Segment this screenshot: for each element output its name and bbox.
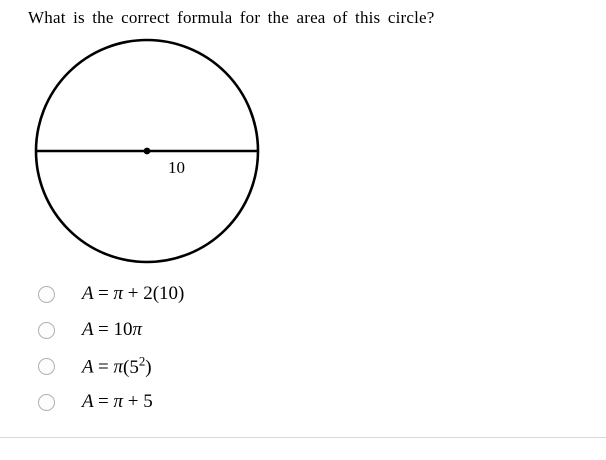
answer-options-list <box>30 278 570 422</box>
radio-button-d[interactable] <box>38 394 55 411</box>
option-label-a: A = π + 2(10) <box>82 283 185 304</box>
radio-button-a[interactable] <box>38 286 55 303</box>
bottom-divider <box>0 437 606 438</box>
option-label-c: $A = \pi(5^2)$ <box>82 353 152 378</box>
circle-diagram-svg <box>30 38 280 268</box>
option-label-b: A = 10π <box>82 319 143 340</box>
radio-button-c[interactable] <box>38 358 55 375</box>
option-row-c[interactable] <box>30 350 570 382</box>
center-point-dot <box>144 148 151 155</box>
question-prompt: What is the correct formula for the area of this circle? <box>28 8 435 27</box>
option-label-d: A = π + 5 <box>82 391 153 412</box>
radio-button-b[interactable] <box>38 322 55 339</box>
option-row-b[interactable] <box>30 314 570 346</box>
option-row-d[interactable] <box>30 386 570 418</box>
circle-figure <box>30 38 280 268</box>
diameter-measure-label: 10 <box>168 158 185 177</box>
option-row-a[interactable] <box>30 278 570 310</box>
